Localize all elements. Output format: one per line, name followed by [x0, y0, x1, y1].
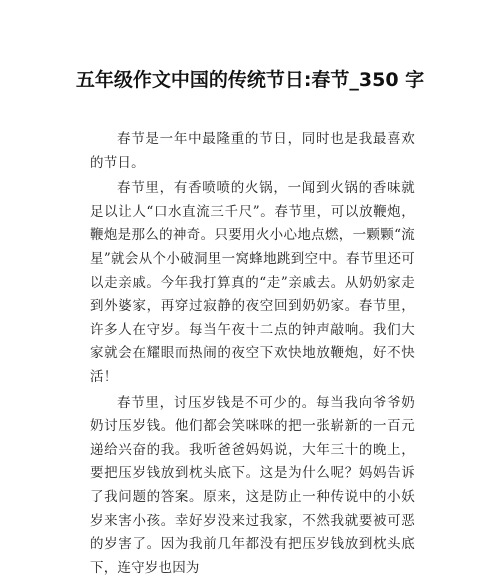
paragraph-1: 春节是一年中最隆重的节日，同时也是我最喜欢的节日。 — [90, 131, 415, 171]
document-title: 五年级作文中国的传统节日:春节_350 字 — [75, 69, 425, 91]
paragraph-3: 春节里，讨压岁钱是不可少的。每当我向爷爷奶奶讨压岁钱。他们都会笑咪咪的把一张崭新的一百元递给兴奋的我。我听爸爸妈妈说，大年三十的晚上，要把压岁钱放到枕头底下。这是为什么呢？妈妈告诉了我问题的答案。原来，这是防止一种传说中的小妖岁来害小孩。幸好岁没来过我家，不然我就要被可恶的岁害了。因为我前几年都没有把压岁钱放到枕头底下，连守岁也因为 — [90, 394, 415, 576]
paragraph-2: 春节里，有香喷喷的火锅，一闻到火锅的香味就足以让人“口水直流三千尺”。春节里，可以放鞭炮，鞭炮是那么的神奇。只要用火小心地点燃，一颗颗“流星”就会从个小破洞里一窝蜂地跳到空中。春节里还可以走亲戚。今年我打算真的“走”亲戚去。从奶奶家走到外婆家，再穿过寂静的夜空回到奶奶家。春节里，许多人在守岁。每当午夜十二点的钟声敲响。我们大家就会在耀眼而热闹的夜空下欢快地放鞭炮，好不快活！ — [90, 180, 415, 385]
document-body — [90, 128, 415, 582]
